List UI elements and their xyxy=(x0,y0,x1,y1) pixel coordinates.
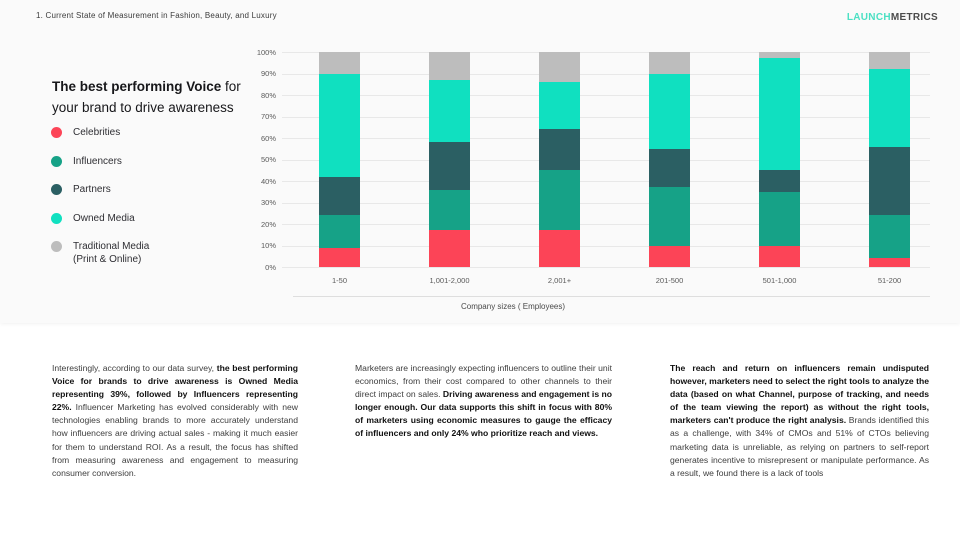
bar-segment xyxy=(869,258,910,267)
x-category-label: 201-500 xyxy=(655,276,684,285)
bar-segment xyxy=(649,246,690,268)
gridline xyxy=(282,74,930,75)
legend-item xyxy=(51,241,149,266)
chart-title xyxy=(52,76,241,118)
gridline xyxy=(282,160,930,161)
y-tick-label: 60% xyxy=(260,133,276,143)
chart-x-axis xyxy=(282,276,930,288)
legend-item xyxy=(51,156,149,169)
stacked-bar xyxy=(539,52,580,267)
stacked-bar xyxy=(759,52,800,267)
gridline xyxy=(282,95,930,96)
legend-label xyxy=(73,127,120,140)
bar-segment xyxy=(759,52,800,58)
bar-segment xyxy=(759,170,800,192)
bar-segment xyxy=(759,192,800,246)
legend-color-dot xyxy=(51,156,62,167)
chart-plot xyxy=(282,52,930,267)
paragraph-segment: Influencer Marketing has evolved considerably with new technologies enabling brands to more accurately understand how influencers are driving actual sales - making it much easier for them to understand ROI. As a result, the focus has shifted from measuring awareness and engagement to measuring consumer conversion. xyxy=(52,402,298,478)
y-tick-label: 80% xyxy=(260,90,276,100)
gridline xyxy=(282,203,930,204)
bar-segment xyxy=(429,230,470,267)
stacked-bar xyxy=(319,52,360,267)
legend-label-line: Traditional Media xyxy=(73,241,150,252)
chart-title-line2: your brand to drive awareness xyxy=(52,100,234,115)
body-text-column-1 xyxy=(52,362,298,480)
bar-segment xyxy=(539,52,580,82)
paragraph-segment: the best performing Voice for brands to drive awareness is Owned Media representing 39%, followed by Influencers representing 22%. xyxy=(52,363,298,413)
y-tick-label: 50% xyxy=(260,155,276,164)
bar-segment xyxy=(319,52,360,74)
legend-color-dot xyxy=(51,241,62,252)
bar-segment xyxy=(869,147,910,216)
legend-item xyxy=(51,127,149,140)
chart-title-line1: The best performing Voice for xyxy=(52,79,241,94)
bar-segment xyxy=(429,80,470,142)
gridline xyxy=(282,117,930,118)
bar-segment xyxy=(649,187,690,245)
x-axis-divider-line xyxy=(293,296,930,297)
legend-color-dot xyxy=(51,127,62,138)
x-axis-title: Company sizes ( Employees) xyxy=(460,302,566,311)
body-text-column-3 xyxy=(670,362,929,480)
legend-label-line: (Print & Online) xyxy=(73,253,142,265)
y-tick-label: 10% xyxy=(260,241,276,250)
legend-label xyxy=(73,184,111,197)
logo-metrics-text: METRICS xyxy=(890,12,938,23)
gridline xyxy=(282,267,930,268)
bar-segment xyxy=(539,82,580,129)
x-category-label: 51-200 xyxy=(877,276,902,285)
x-category-label: 501-1,000 xyxy=(762,276,797,285)
bar-segment xyxy=(649,74,690,149)
gridline xyxy=(282,224,930,225)
x-category-label: 2,001+ xyxy=(547,276,572,285)
legend-color-dot xyxy=(51,213,62,224)
bar-segment xyxy=(649,52,690,74)
gridline xyxy=(282,181,930,182)
legend-label xyxy=(73,241,149,266)
paragraph-segment: Brands identified this as a challenge, with 34% of CMOs and 51% of CTOs believing marketing data is unreliable, as relying on partners to self-report generates incentive to misrepresent or manipulate performance. As a result, we found there is a lack of tools xyxy=(670,415,929,478)
bar-segment xyxy=(759,58,800,170)
y-tick-label: 20% xyxy=(260,219,276,229)
stacked-bar xyxy=(649,52,690,267)
gridline xyxy=(282,246,930,247)
bar-segment xyxy=(869,215,910,258)
legend-label-line: Owned Media xyxy=(73,212,135,224)
gridline xyxy=(282,138,930,139)
bar-segment xyxy=(869,52,910,69)
bar-segment xyxy=(649,149,690,188)
y-tick-label: 100% xyxy=(256,47,276,57)
stacked-bar xyxy=(869,52,910,267)
body-text-column-2 xyxy=(355,362,612,441)
y-tick-label: 0% xyxy=(265,262,276,272)
legend-label-line: Influencers xyxy=(73,155,122,167)
paragraph-segment: Driving awareness and engagement is no longer enough. Our data supports this shift in focus with 80% of marketers using economic measures to gauge the efficacy of influencers and only 24% who prioritize reach and views. xyxy=(355,389,612,439)
y-tick-label: 90% xyxy=(260,69,276,78)
y-tick-label: 30% xyxy=(260,198,276,207)
bar-segment xyxy=(759,246,800,268)
legend-label xyxy=(73,156,122,169)
legend-color-dot xyxy=(51,184,62,195)
bar-segment xyxy=(319,215,360,247)
bar-segment xyxy=(869,69,910,146)
paragraph-segment: Interestingly, according to our data survey, xyxy=(52,363,217,373)
bar-segment xyxy=(539,230,580,267)
bar-segment xyxy=(429,52,470,80)
x-category-label: 1,001-2,000 xyxy=(429,276,470,285)
x-category-label: 1-50 xyxy=(331,276,347,285)
y-tick-label: 70% xyxy=(260,112,276,121)
paragraph-segment: Marketers are increasingly expecting influencers to outline their unit economics, from their cost compared to other channels to their direct impact on sales. xyxy=(355,363,612,400)
y-tick-label: 40% xyxy=(260,176,276,186)
legend-label-line: Partners xyxy=(73,184,111,195)
bar-segment xyxy=(539,129,580,170)
bar-segment xyxy=(319,177,360,216)
chart-y-axis xyxy=(230,47,276,272)
bar-segment xyxy=(429,142,470,189)
chart-legend xyxy=(51,127,149,282)
legend-item xyxy=(51,184,149,197)
bar-segment xyxy=(319,248,360,267)
gridline xyxy=(282,52,930,53)
bar-segment xyxy=(429,190,470,231)
legend-label-line: Celebrities xyxy=(73,127,121,138)
legend-item xyxy=(51,213,149,226)
logo-launch-text: LAUNCH xyxy=(846,12,891,23)
legend-label xyxy=(73,213,135,226)
paragraph-segment: The reach and return on influencers remain undisputed however, marketers need to select the right tools to analyze the data (based on what Channel, purpose of tracking, and needs of the team viewing the report) as without the right tools, marketers can't produce the right analysis. xyxy=(670,363,929,426)
section-breadcrumb: 1. Current State of Measurement in Fashion, Beauty, and Luxury xyxy=(36,11,277,20)
bar-segment xyxy=(319,74,360,177)
stacked-bar xyxy=(429,52,470,267)
launchmetrics-logo xyxy=(847,12,938,23)
bar-segment xyxy=(539,170,580,230)
